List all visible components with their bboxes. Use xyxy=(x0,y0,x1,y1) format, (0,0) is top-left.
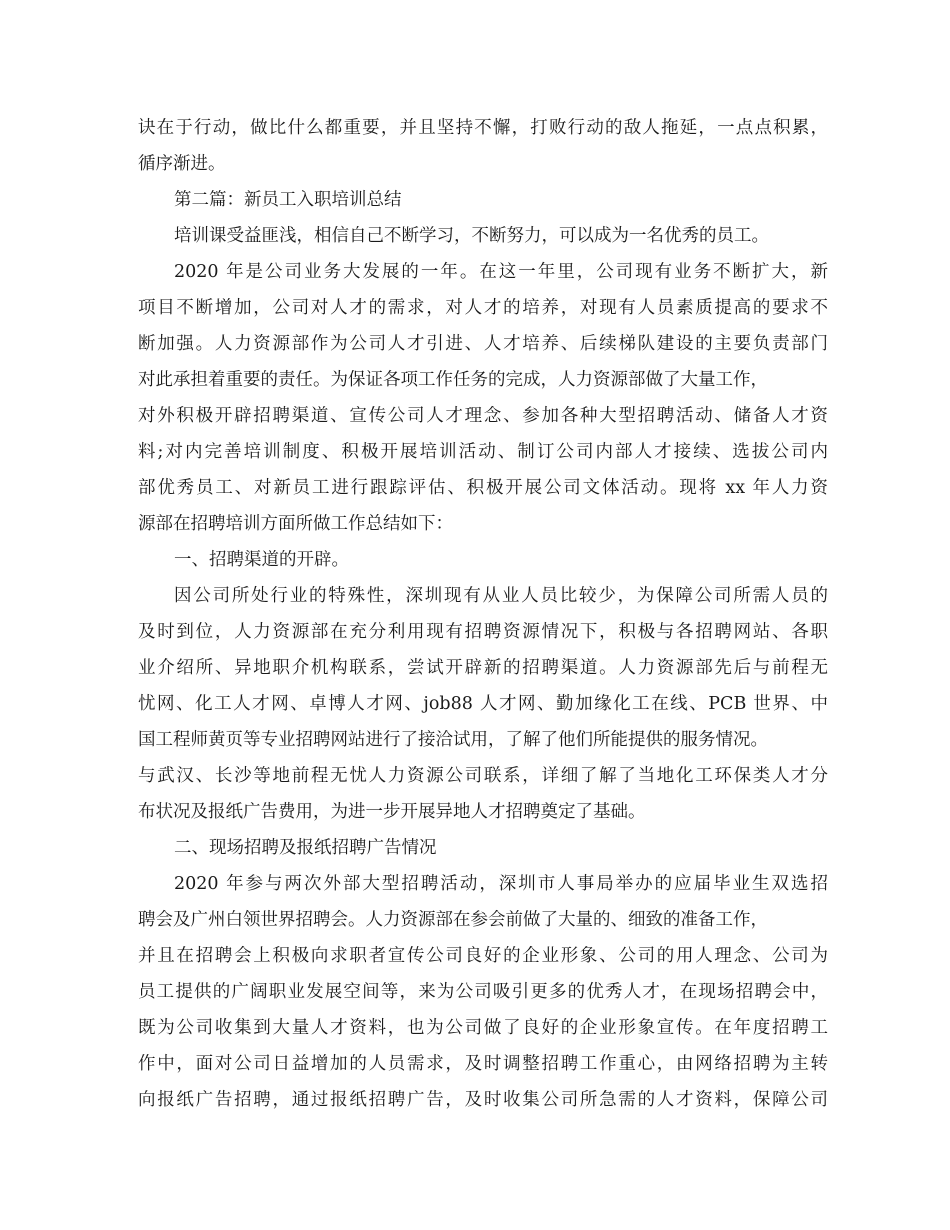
paragraph-line: 既为公司收集到大量人才资料，也为公司做了良好的企业形象宣传。在年度招聘工 xyxy=(138,1018,828,1038)
paragraph-line: 对外积极开辟招聘渠道、宣传公司人才理念、参加各种大型招聘活动、储备人才资 xyxy=(138,406,828,426)
section-heading: 一、招聘渠道的开辟。 xyxy=(174,550,349,570)
paragraph-line: 忧网、化工人才网、卓博人才网、job88 人才网、勤加缘化工在线、PCB 世界、中 xyxy=(138,694,828,714)
paragraph-line: 业介绍所、异地职介机构联系，尝试开辟新的招聘渠道。人力资源部先后与前程无 xyxy=(138,658,828,678)
paragraph-line: 料;对内完善培训制度、积极开展培训活动、制订公司内部人才接续、选拔公司内 xyxy=(138,442,828,462)
paragraph-line: 向报纸广告招聘，通过报纸招聘广告，及时收集公司所急需的人才资料，保障公司 xyxy=(138,1090,828,1110)
paragraph-line: 诀在于行动，做比什么都重要，并且坚持不懈，打败行动的敌人拖延，一点点积累， xyxy=(138,118,828,138)
section-heading: 第二篇：新员工入职培训总结 xyxy=(174,190,402,210)
paragraph-line: 循序渐进。 xyxy=(138,154,226,174)
paragraph-line: 培训课受益匪浅，相信自己不断学习，不断努力，可以成为一名优秀的员工。 xyxy=(174,226,769,246)
paragraph-line: 聘会及广州白领世界招聘会。人力资源部在参会前做了大量的、细致的准备工作， xyxy=(138,910,768,930)
section-heading: 二、现场招聘及报纸招聘广告情况 xyxy=(174,838,437,858)
paragraph-line: 布状况及报纸广告费用，为进一步开展异地人才招聘奠定了基础。 xyxy=(138,802,646,822)
paragraph-line: 2020 年是公司业务大发展的一年。在这一年里，公司现有业务不断扩大，新 xyxy=(174,262,828,282)
paragraph-line: 项目不断增加，公司对人才的需求，对人才的培养，对现有人员素质提高的要求不 xyxy=(138,298,828,318)
paragraph-line: 及时到位，人力资源部在充分利用现有招聘资源情况下，积极与各招聘网站、各职 xyxy=(138,622,828,642)
paragraph-line: 对此承担着重要的责任。为保证各项工作任务的完成，人力资源部做了大量工作， xyxy=(138,370,768,390)
paragraph-line: 作中，面对公司日益增加的人员需求，及时调整招聘工作重心，由网络招聘为主转 xyxy=(138,1054,828,1074)
paragraph-line: 员工提供的广阔职业发展空间等，来为公司吸引更多的优秀人才，在现场招聘会中， xyxy=(138,982,828,1002)
paragraph-line: 因公司所处行业的特殊性，深圳现有从业人员比较少，为保障公司所需人员的 xyxy=(174,586,828,606)
document-page xyxy=(138,110,828,1118)
paragraph-line: 2020 年参与两次外部大型招聘活动，深圳市人事局举办的应届毕业生双选招 xyxy=(174,874,828,894)
paragraph-line: 源部在招聘培训方面所做工作总结如下： xyxy=(138,514,453,534)
paragraph-line: 国工程师黄页等专业招聘网站进行了接洽试用，了解了他们所能提供的服务情况。 xyxy=(138,730,768,750)
paragraph-line: 并且在招聘会上积极向求职者宣传公司良好的企业形象、公司的用人理念、公司为 xyxy=(138,946,828,966)
paragraph-line: 断加强。人力资源部作为公司人才引进、人才培养、后续梯队建设的主要负责部门 xyxy=(138,334,828,354)
paragraph-line: 部优秀员工、对新员工进行跟踪评估、积极开展公司文体活动。现将 xx 年人力资 xyxy=(138,478,828,498)
paragraph-line: 与武汉、长沙等地前程无忧人力资源公司联系，详细了解了当地化工环保类人才分 xyxy=(138,766,828,786)
